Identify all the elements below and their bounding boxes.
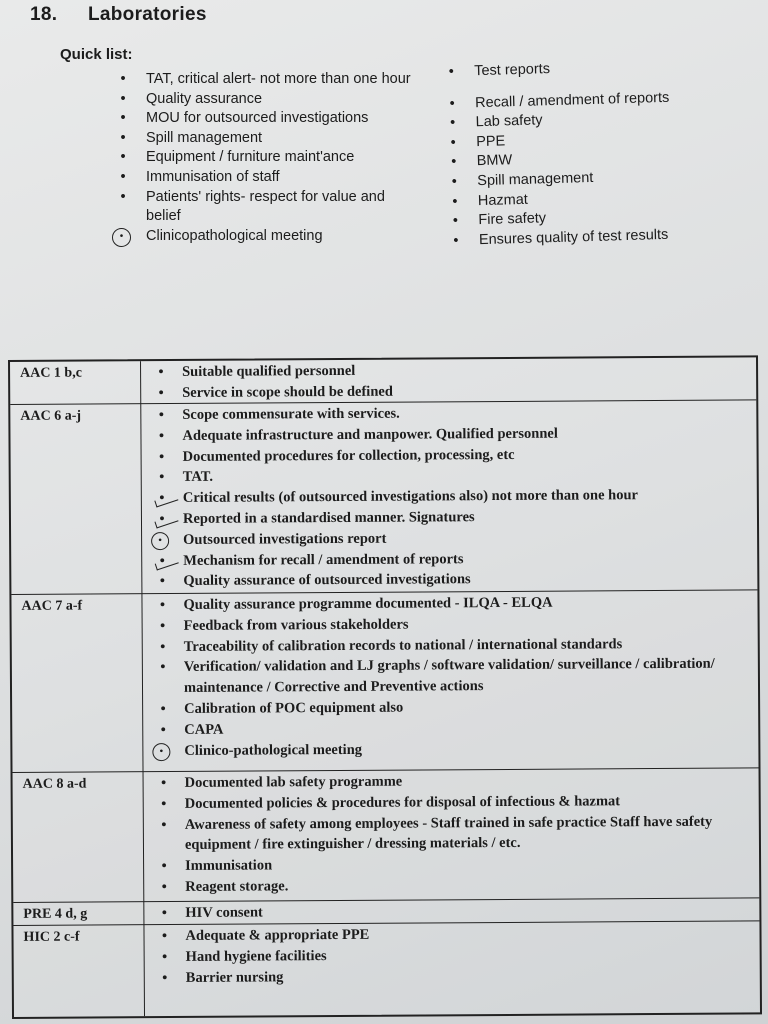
table-row bbox=[13, 920, 760, 1018]
circled-bullet-icon: • bbox=[151, 532, 169, 550]
section-number: 18. bbox=[30, 4, 58, 25]
bullet-icon: • bbox=[120, 71, 126, 87]
quick-list-item bbox=[118, 227, 418, 247]
standard-item-text: TAT. bbox=[182, 469, 213, 486]
bullet-icon: • bbox=[160, 775, 167, 792]
standard-item bbox=[151, 568, 751, 592]
standard-item-text: Hand hygiene facilities bbox=[185, 947, 327, 965]
bullet-icon: • bbox=[159, 597, 166, 614]
standard-item-text: Outsourced investigations report bbox=[183, 530, 387, 548]
quick-list-title: Quick list: bbox=[60, 46, 133, 63]
standard-item-text: HIV consent bbox=[185, 904, 263, 921]
bullet-icon: • bbox=[451, 173, 458, 190]
quick-list-item bbox=[446, 55, 746, 83]
standard-item bbox=[153, 811, 753, 856]
standard-code: PRE 4 d, g bbox=[23, 906, 88, 922]
quick-list-item-text: Recall / amendment of reports bbox=[474, 89, 670, 111]
bullet-icon: • bbox=[450, 134, 456, 151]
standard-item-text: Documented policies & procedures for disposal of infectious & hazmat bbox=[184, 793, 621, 812]
bullet-icon: • bbox=[120, 129, 126, 146]
standard-item-text: Awareness of safety among employees - Staff trained in safe practice Staff have safety equipment / fire extinguisher / dressing materials / etc. bbox=[184, 813, 713, 854]
standard-item-text: Clinico-pathological meeting bbox=[184, 741, 363, 759]
standard-items bbox=[150, 401, 751, 592]
bullet-icon: • bbox=[449, 95, 455, 112]
standard-items bbox=[151, 591, 752, 761]
standard-item-text: Service in scope should be defined bbox=[182, 383, 393, 401]
bullet-icon: • bbox=[448, 63, 455, 80]
standard-item-text: Reported in a standardised manner. Signatures bbox=[182, 509, 475, 527]
bullet-icon: • bbox=[451, 154, 457, 171]
bullet-icon: • bbox=[159, 573, 165, 590]
bullet-icon: • bbox=[161, 905, 167, 922]
bullet-icon: • bbox=[159, 490, 165, 507]
standard-item-text: Immunisation bbox=[185, 857, 273, 875]
bullet-icon: • bbox=[158, 364, 164, 381]
table-row bbox=[11, 589, 758, 773]
circled-bullet-icon: • bbox=[152, 743, 170, 761]
standard-item-text: Calibration of POC equipment also bbox=[184, 699, 404, 717]
bullet-icon: • bbox=[160, 638, 166, 655]
quick-list-item-text: BMW bbox=[476, 152, 513, 170]
quick-list-item-text: Spill management bbox=[477, 169, 594, 190]
bullet-icon: • bbox=[162, 948, 168, 965]
bullet-icon: • bbox=[120, 90, 126, 107]
quick-list-item bbox=[118, 90, 418, 110]
quick-list-item bbox=[118, 148, 418, 168]
quick-list-item-text: TAT, critical alert- not more than one hour bbox=[146, 71, 411, 87]
quick-list-item bbox=[118, 129, 418, 149]
table-row bbox=[10, 399, 757, 595]
table-row bbox=[13, 767, 760, 903]
standard-item-text: Verification/ validation and LJ graphs / software validation/ surveillance / calibration/ maintenance / Corrective and Preventive actions bbox=[183, 656, 715, 697]
quick-list-item-text: Spill management bbox=[146, 129, 263, 146]
standard-code: HIC 2 c-f bbox=[23, 929, 80, 945]
quick-list-item-text: Hazmat bbox=[477, 191, 529, 209]
standard-item bbox=[153, 873, 753, 897]
standard-items bbox=[150, 358, 750, 403]
bullet-icon: • bbox=[160, 721, 166, 738]
bullet-icon: • bbox=[161, 928, 168, 945]
standard-item-text: Quality assurance programme documented - ILQA - ELQA bbox=[183, 594, 553, 613]
standard-item bbox=[152, 737, 752, 761]
quick-list-item-text: Immunisation of staff bbox=[146, 168, 280, 185]
quick-list-item-text: Lab safety bbox=[475, 112, 543, 131]
bullet-icon: • bbox=[453, 232, 459, 249]
bullet-icon: • bbox=[161, 879, 167, 896]
standard-item bbox=[154, 964, 754, 988]
quick-list-item-text: Quality assurance bbox=[146, 90, 263, 107]
quick-list-item-text: Ensures quality of test results bbox=[478, 226, 669, 248]
standard-code: AAC 8 a-d bbox=[22, 776, 87, 792]
standard-item-text: Adequate infrastructure and manpower. Qualified personnel bbox=[182, 425, 558, 444]
bullet-icon: • bbox=[452, 212, 459, 230]
bullet-icon: • bbox=[160, 659, 166, 676]
bullet-icon: • bbox=[158, 448, 165, 465]
bullet-icon: • bbox=[161, 858, 167, 875]
quick-list-item-text: Fire safety bbox=[478, 210, 547, 229]
standard-code: AAC 6 a-j bbox=[20, 408, 82, 424]
bullet-icon: • bbox=[120, 188, 126, 205]
section-heading bbox=[30, 4, 207, 26]
standard-item-text: Traceability of calibration records to national / international standards bbox=[183, 635, 623, 655]
standard-item-text: Documented lab safety programme bbox=[184, 773, 403, 791]
quick-list-item-text: Equipment / furniture maint'ance bbox=[146, 149, 355, 166]
quick-list-item-text: PPE bbox=[475, 133, 506, 150]
quick-list-right bbox=[446, 55, 751, 252]
standard-item-text: Suitable qualified personnel bbox=[182, 362, 356, 380]
bullet-icon: • bbox=[159, 511, 165, 528]
standard-item-text: Scope commensurate with services. bbox=[182, 405, 400, 423]
standard-item-text: Adequate & appropriate PPE bbox=[185, 926, 370, 944]
quick-list-item-text: Clinicopathological meeting bbox=[146, 227, 323, 244]
bullet-icon: • bbox=[162, 969, 168, 986]
bullet-icon: • bbox=[120, 149, 126, 166]
standard-code: AAC 1 b,c bbox=[20, 365, 82, 381]
standard-item bbox=[152, 654, 752, 699]
quick-list-item bbox=[118, 70, 418, 90]
quick-list-item-text: Test reports bbox=[474, 61, 551, 80]
bullet-icon: • bbox=[120, 168, 126, 185]
standard-code: AAC 7 a-f bbox=[21, 598, 83, 614]
bullet-icon: • bbox=[158, 384, 164, 401]
quick-list-item bbox=[118, 168, 418, 188]
standard-items bbox=[153, 922, 753, 988]
circled-bullet-icon: • bbox=[112, 228, 131, 247]
table-row bbox=[10, 357, 756, 404]
quick-list-item-text: MOU for outsourced investigations bbox=[146, 110, 369, 127]
section-title: Laboratories bbox=[88, 4, 207, 25]
bullet-icon: • bbox=[452, 193, 458, 210]
standard-item-text: Reagent storage. bbox=[185, 878, 289, 895]
standard-item-text: Barrier nursing bbox=[185, 968, 284, 986]
standard-items bbox=[153, 769, 754, 897]
quick-list-left bbox=[118, 70, 418, 246]
bullet-icon: • bbox=[449, 114, 456, 132]
standard-item-text: CAPA bbox=[184, 721, 224, 738]
standard-item-text: Feedback from various stakeholders bbox=[183, 616, 409, 634]
bullet-icon: • bbox=[159, 552, 165, 569]
quick-list-item bbox=[118, 109, 418, 129]
bullet-icon: • bbox=[160, 701, 166, 718]
bullet-icon: • bbox=[158, 407, 164, 424]
bullet-icon: • bbox=[159, 469, 165, 486]
bullet-icon: • bbox=[161, 795, 167, 812]
standard-item-text: Mechanism for recall / amendment of reports bbox=[183, 550, 464, 569]
quick-list-item-text: Patients' rights- respect for value and belief bbox=[146, 188, 385, 225]
bullet-icon: • bbox=[158, 427, 165, 444]
bullet-icon: • bbox=[160, 617, 166, 634]
bullet-icon: • bbox=[120, 110, 126, 127]
standard-item-text: Documented procedures for collection, processing, etc bbox=[182, 446, 515, 465]
standard-item-text: Critical results (of outsourced investigations also) not more than one hour bbox=[182, 487, 639, 507]
standards-table bbox=[8, 355, 762, 1019]
quick-list-item bbox=[118, 188, 418, 227]
standard-item-text: Quality assurance of outsourced investigations bbox=[183, 571, 471, 590]
bullet-icon: • bbox=[161, 816, 167, 833]
